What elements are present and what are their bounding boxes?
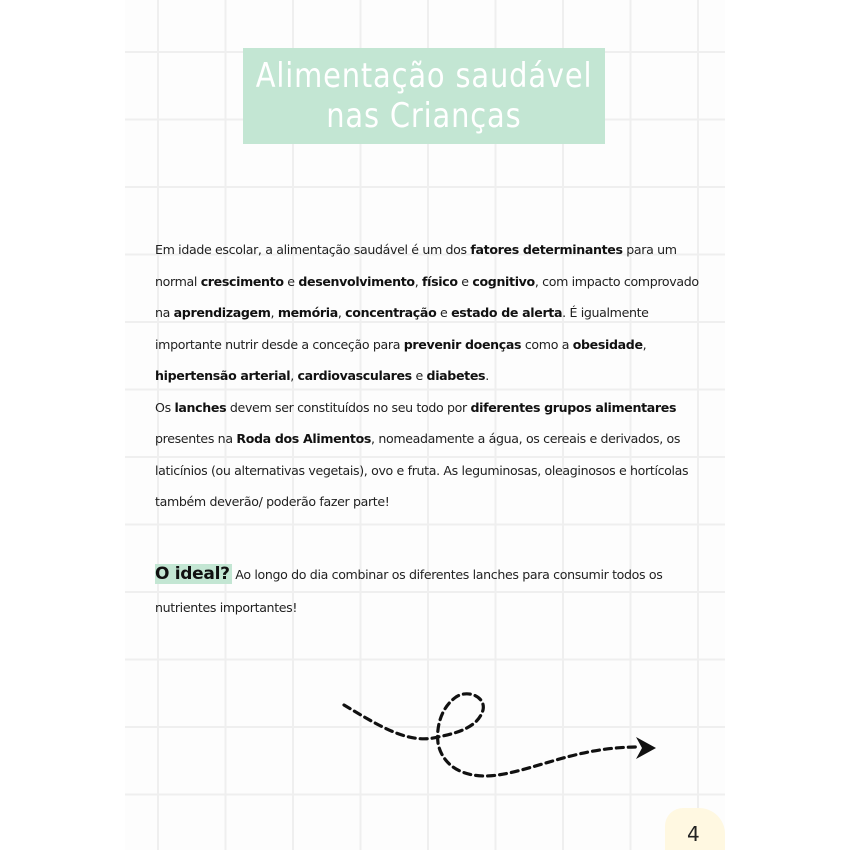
- text-run: e: [411, 368, 427, 383]
- body-text: [155, 234, 715, 518]
- bold-term: físico: [422, 273, 458, 289]
- ideal-text: Ao longo do dia combinar os diferentes lanches para consumir todos os nutrientes importantes!: [155, 567, 663, 615]
- text-run: . É igualmente importante nutrir desde a conceção para: [155, 305, 649, 352]
- ideal-callout: [155, 558, 715, 624]
- text-run: para um normal: [155, 242, 677, 289]
- text-run: e: [457, 273, 473, 289]
- text-run: ,: [270, 305, 278, 320]
- page-number: 4: [687, 822, 700, 846]
- text-run: devem ser constituídos no seu todo por: [226, 399, 471, 415]
- bold-term: hipertensão arterial: [155, 368, 291, 383]
- bold-term: desenvolvimento: [298, 273, 415, 289]
- text-run: Os: [155, 399, 175, 415]
- text-run: ,: [337, 305, 346, 320]
- text-run: Em idade escolar, a alimentação saudável é um dos: [155, 242, 471, 257]
- bold-term: cardiovasculares: [297, 368, 412, 383]
- paragraph-1: [155, 234, 715, 392]
- bold-term: Roda dos Alimentos: [236, 431, 372, 446]
- bold-term: diferentes grupos alimentares: [470, 399, 677, 415]
- title-banner: [243, 48, 605, 144]
- document-page: [125, 0, 725, 850]
- text-run: ,: [414, 273, 422, 289]
- bold-term: prevenir doenças: [403, 336, 522, 352]
- bold-term: obesidade: [572, 336, 643, 352]
- bold-term: fatores determinantes: [470, 242, 623, 257]
- bold-term: crescimento: [200, 273, 284, 289]
- paragraph-2: [155, 392, 715, 518]
- title-line-2: nas Crianças: [326, 96, 522, 136]
- bold-term: cognitivo: [472, 273, 535, 289]
- text-run: e: [283, 273, 299, 289]
- text-run: , com impacto comprovado na: [155, 273, 699, 320]
- bold-term: aprendizagem: [173, 305, 271, 320]
- bold-term: estado de alerta: [451, 305, 563, 320]
- text-run: como a: [521, 336, 573, 352]
- dashed-loop-arrow-icon: [338, 685, 668, 785]
- text-run: presentes na: [155, 431, 237, 446]
- bold-term: memória: [277, 305, 338, 320]
- text-run: ,: [290, 368, 298, 383]
- bold-term: lanches: [174, 399, 227, 415]
- bold-term: concentração: [345, 305, 437, 320]
- text-run: ,: [642, 336, 647, 352]
- title-line-1: Alimentação saudável: [255, 56, 593, 96]
- text-run: e: [436, 305, 452, 320]
- text-run: .: [485, 368, 489, 383]
- text-run: , nomeadamente a água, os cereais e derivados, os laticínios (ou alternativas vegetais), ovo e fruta. As leguminosas, oleaginosos e hortícolas também deverão/ poderão fazer parte!: [155, 431, 689, 509]
- bold-term: diabetes: [426, 368, 486, 383]
- ideal-label: O ideal?: [155, 564, 230, 584]
